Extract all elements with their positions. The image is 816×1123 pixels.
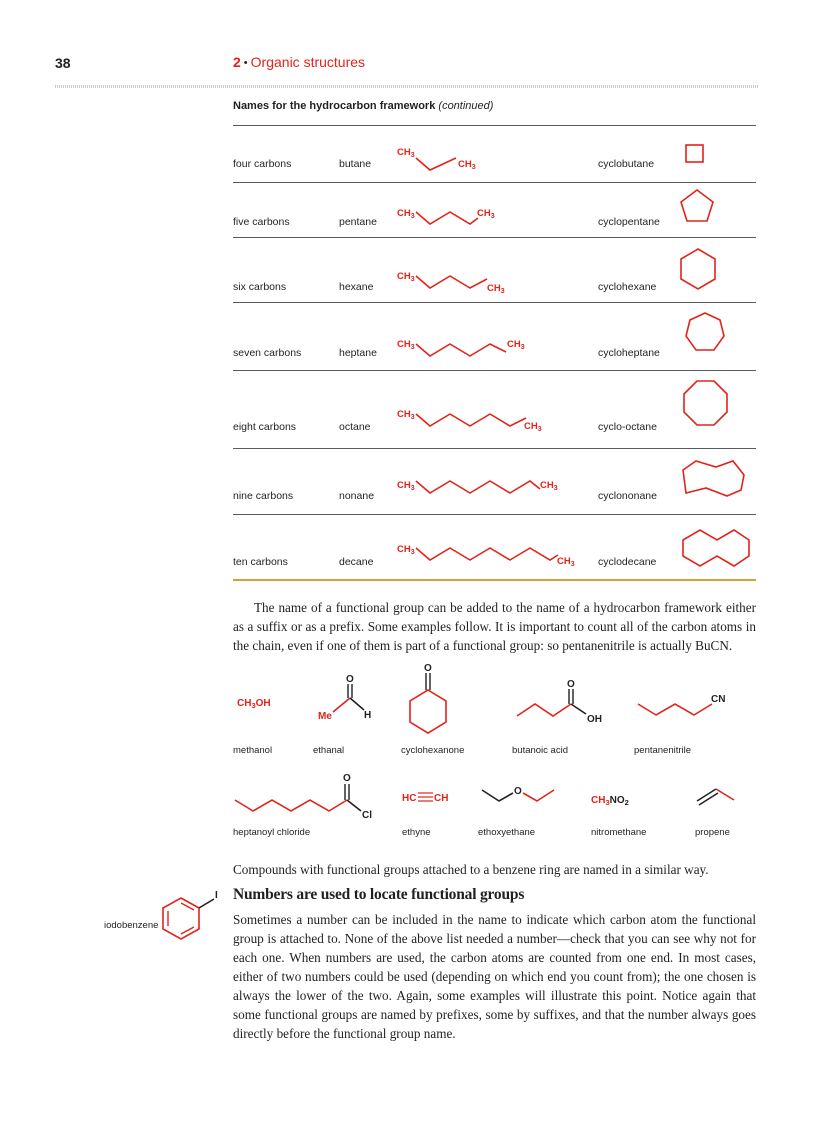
benzene-paragraph: Compounds with functional groups attached to a benzene ring are named in a similar way. <box>233 862 709 877</box>
nitromethane-structure <box>591 795 629 807</box>
svg-text:O: O <box>424 663 432 674</box>
ch3-label: $CH_3$ <box>524 421 542 433</box>
ethyne-structure <box>402 793 448 804</box>
ch3-label: $CH_3$ <box>397 480 415 492</box>
cycloalkane-name: cycloheptane <box>598 347 660 359</box>
heptane-chain <box>416 344 506 356</box>
carbon-count: four carbons <box>233 158 292 170</box>
svg-text:O: O <box>514 786 522 797</box>
example-label-propene: propene <box>695 827 730 838</box>
section-heading: Numbers are used to locate functional groups <box>233 886 525 903</box>
cyclooctane-ring <box>684 381 727 425</box>
ch3-label: $CH_3$ <box>397 544 415 556</box>
iodobenzene-structure <box>163 890 218 939</box>
chapter-separator: • <box>243 57 248 69</box>
carbon-count: five carbons <box>233 216 290 228</box>
cyclobutane-ring <box>686 145 703 162</box>
svg-text:O: O <box>346 674 354 685</box>
cycloheptane-ring <box>686 313 724 350</box>
butane-chain <box>416 158 456 170</box>
cyclodecane-ring <box>683 530 749 566</box>
example-label-ethyne: ethyne <box>402 827 431 838</box>
carbon-count: six carbons <box>233 281 287 293</box>
ch3-label: $CH_3$ <box>540 480 558 492</box>
ch3-label: $CH_3$ <box>487 283 505 295</box>
cycloalkane-name: cyclohexane <box>598 281 657 293</box>
example-label-methanol: methanol <box>233 745 273 756</box>
svg-text:O: O <box>567 679 575 690</box>
intro-paragraph: The name of a functional group can be added to the name of a hydrocarbon framework either as a suffix or as a prefix. Some examples follow. It is important to count all of the carbon atoms in the chain, even if one of them is part of a functional group: so pentanenitrile is actually BuCN. <box>233 600 756 653</box>
svg-text:CH3NO2: $CH_3NO_2$ <box>591 795 629 807</box>
svg-text:OH: OH <box>587 714 602 725</box>
numbers-paragraph: Sometimes a number can be included in the name to indicate which carbon atom the functional group is attached to. None of the above list needed a number—check that you can see why not for each one. When numbers are used, the carbon atoms are counted from one end. In most cases, either of two numbers could be used (depending on which end you count from); the one chosen is always the lower of the two. Again, some examples will illustrate this point. Notice again that some functional groups are named by prefixes, some by suffixes, and that the number always goes directly before the functional group name. <box>233 912 756 1041</box>
ch3-label: $CH_3$ <box>458 159 476 171</box>
carbon-count: seven carbons <box>233 347 302 359</box>
ch3-label: $CH_3$ <box>507 339 525 351</box>
example-label-ethanal: ethanal <box>313 745 345 756</box>
svg-text:O: O <box>343 773 351 784</box>
margin-label-iodobenzene: iodobenzene <box>104 920 159 931</box>
svg-text:Me: Me <box>318 711 332 722</box>
cyclohexanone-structure <box>410 663 446 733</box>
page-number: 38 <box>55 55 71 71</box>
alkane-name: decane <box>339 556 374 568</box>
propene-structure <box>697 789 734 805</box>
heptanoyl-chloride-structure <box>235 773 372 821</box>
alkane-name: butane <box>339 158 372 170</box>
octane-chain <box>416 414 526 426</box>
ethoxyethane-structure <box>482 786 554 801</box>
decane-chain <box>416 548 558 560</box>
chapter-number: 2 <box>233 54 241 70</box>
example-label-ethoxyethane: ethoxyethane <box>478 827 536 838</box>
example-label-pentanenitrile: pentanenitrile <box>634 745 692 756</box>
cyclononane-ring <box>683 461 744 496</box>
carbon-count: eight carbons <box>233 421 297 433</box>
alkane-name: heptane <box>339 347 377 359</box>
example-label-nitromethane: nitromethane <box>591 827 647 838</box>
methanol-structure <box>237 698 271 710</box>
alkane-name: octane <box>339 421 371 433</box>
cycloalkane-name: cyclodecane <box>598 556 657 568</box>
cycloalkane-name: cyclopentane <box>598 216 660 228</box>
ch3-label: $CH_3$ <box>397 147 415 159</box>
ch3-label: $CH_3$ <box>477 208 495 220</box>
svg-text:CH3OH: $CH_3OH$ <box>237 698 271 710</box>
carbon-count: ten carbons <box>233 556 288 568</box>
svg-text:HC: HC <box>402 793 417 804</box>
svg-text:Cl: Cl <box>362 810 372 821</box>
ch3-label: $CH_3$ <box>397 409 415 421</box>
ch3-label: $CH_3$ <box>397 208 415 220</box>
cycloalkane-name: cyclobutane <box>598 158 655 170</box>
svg-text:CH: CH <box>434 793 449 804</box>
ethanal-structure <box>318 674 371 722</box>
table-title-continued: (continued) <box>438 100 494 112</box>
example-label-cyclohexanone: cyclohexanone <box>401 745 465 756</box>
butanoic-acid-structure <box>517 679 602 725</box>
svg-text:H: H <box>364 710 372 721</box>
hexane-chain <box>416 276 487 288</box>
alkane-name: nonane <box>339 490 375 502</box>
cyclopentane-ring <box>681 190 713 221</box>
svg-text:CN: CN <box>711 694 726 705</box>
carbon-count: nine carbons <box>233 490 294 502</box>
example-label-butanoic-acid: butanoic acid <box>512 745 568 756</box>
pentanenitrile-structure <box>638 694 725 715</box>
cyclohexane-ring <box>681 249 715 289</box>
ch3-label: $CH_3$ <box>557 556 575 568</box>
nonane-chain <box>416 481 540 493</box>
ch3-label: $CH_3$ <box>397 339 415 351</box>
example-label-heptanoyl-chloride: heptanoyl chloride <box>233 827 311 838</box>
alkane-name: hexane <box>339 281 374 293</box>
cycloalkane-name: cyclo-octane <box>598 421 657 433</box>
cycloalkane-name: cyclononane <box>598 490 657 502</box>
table-title-main: Names for the hydrocarbon framework <box>233 100 436 112</box>
svg-text:I: I <box>215 890 218 901</box>
pentane-chain <box>416 212 478 224</box>
chapter-title: Organic structures <box>250 54 366 70</box>
alkane-name: pentane <box>339 216 377 228</box>
ch3-label: $CH_3$ <box>397 271 415 283</box>
